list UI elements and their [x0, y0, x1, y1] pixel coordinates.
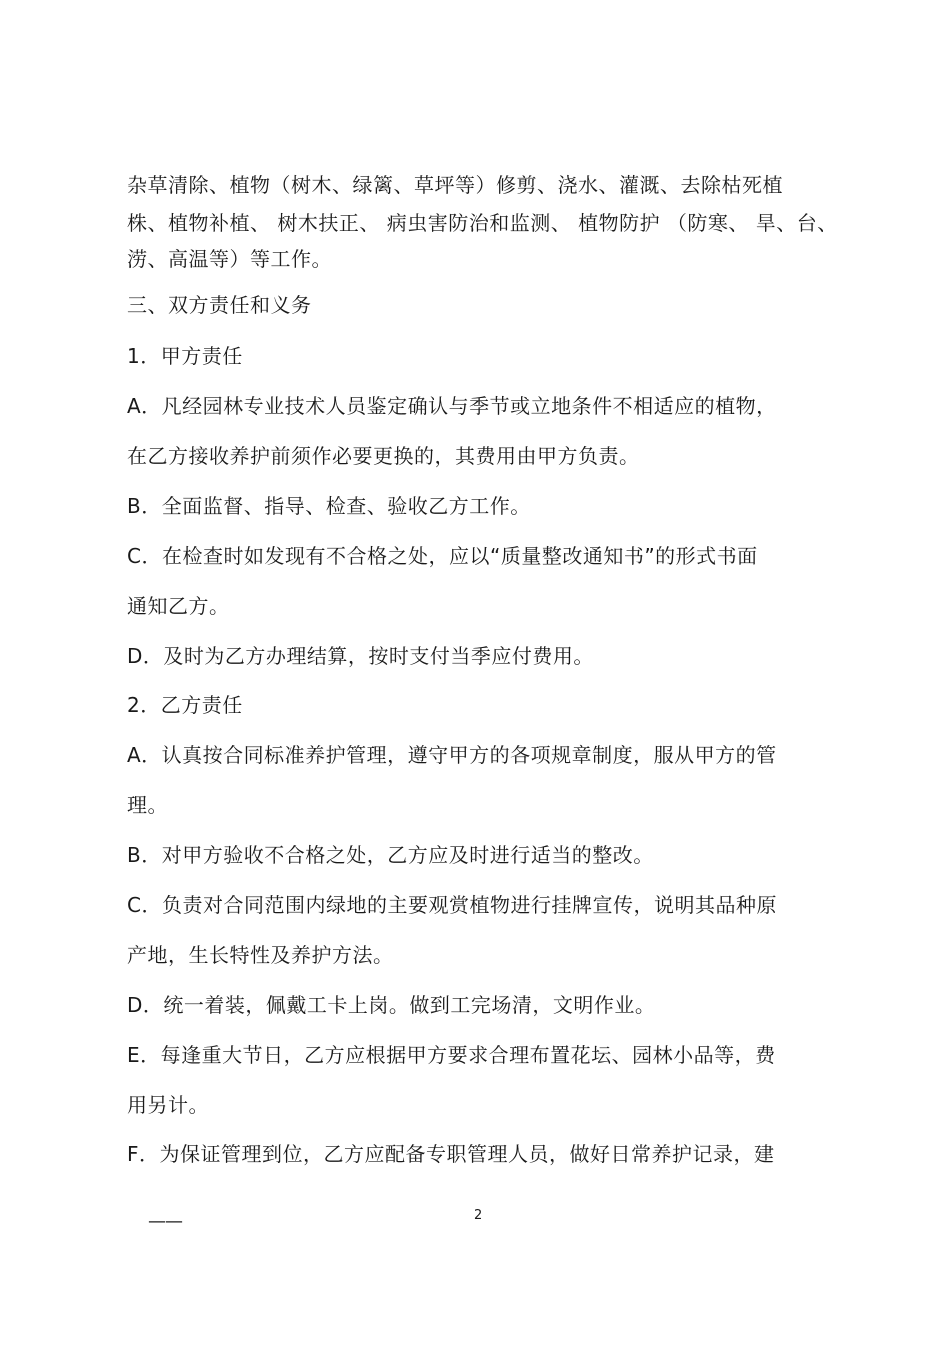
- text-line: C．在检查时如发现有不合格之处，应以“质量整改通知书”的形式书面: [127, 544, 758, 568]
- text-line: 产地，生长特性及养护方法。: [127, 943, 394, 967]
- text-line: 杂草清除、植物（树木、绿篱、草坪等）修剪、浇水、灌溉、去除枯死植: [127, 173, 783, 197]
- text-line: D．及时为乙方办理结算，按时支付当季应付费用。: [127, 644, 594, 668]
- section-heading: 三、双方责任和义务: [127, 293, 312, 317]
- text-line: B．对甲方验收不合格之处，乙方应及时进行适当的整改。: [127, 843, 654, 867]
- text-line: 株、植物补植、 树木扶正、 病虫害防治和监测、 植物防护 （防寒、 旱、台、: [127, 211, 838, 235]
- footer-dash: ——: [148, 1211, 182, 1232]
- text-line: 通知乙方。: [127, 594, 230, 618]
- text-line: A．凡经园林专业技术人员鉴定确认与季节或立地条件不相适应的植物，: [127, 394, 777, 418]
- text-line: A．认真按合同标准养护管理，遵守甲方的各项规章制度，服从甲方的管: [127, 743, 777, 767]
- text-line: 涝、高温等）等工作。: [127, 247, 332, 271]
- text-line: 在乙方接收养护前须作必要更换的，其费用由甲方负责。: [127, 444, 640, 468]
- text-line: C．负责对合同范围内绿地的主要观赏植物进行挂牌宣传，说明其品种原: [127, 893, 777, 917]
- text-line: 用另计。: [127, 1093, 209, 1117]
- page-number: 2: [474, 1208, 483, 1223]
- subsection-heading: 1．甲方责任: [127, 344, 243, 368]
- text-line: D．统一着装，佩戴工卡上岗。做到工完场清，文明作业。: [127, 993, 656, 1017]
- text-line: B．全面监督、指导、检查、验收乙方工作。: [127, 494, 531, 518]
- text-line: F．为保证管理到位，乙方应配备专职管理人员，做好日常养护记录，建: [127, 1142, 775, 1166]
- subsection-heading: 2．乙方责任: [127, 693, 243, 717]
- text-line: 理。: [127, 793, 168, 817]
- text-line: E．每逢重大节日，乙方应根据甲方要求合理布置花坛、园林小品等，费: [127, 1043, 776, 1067]
